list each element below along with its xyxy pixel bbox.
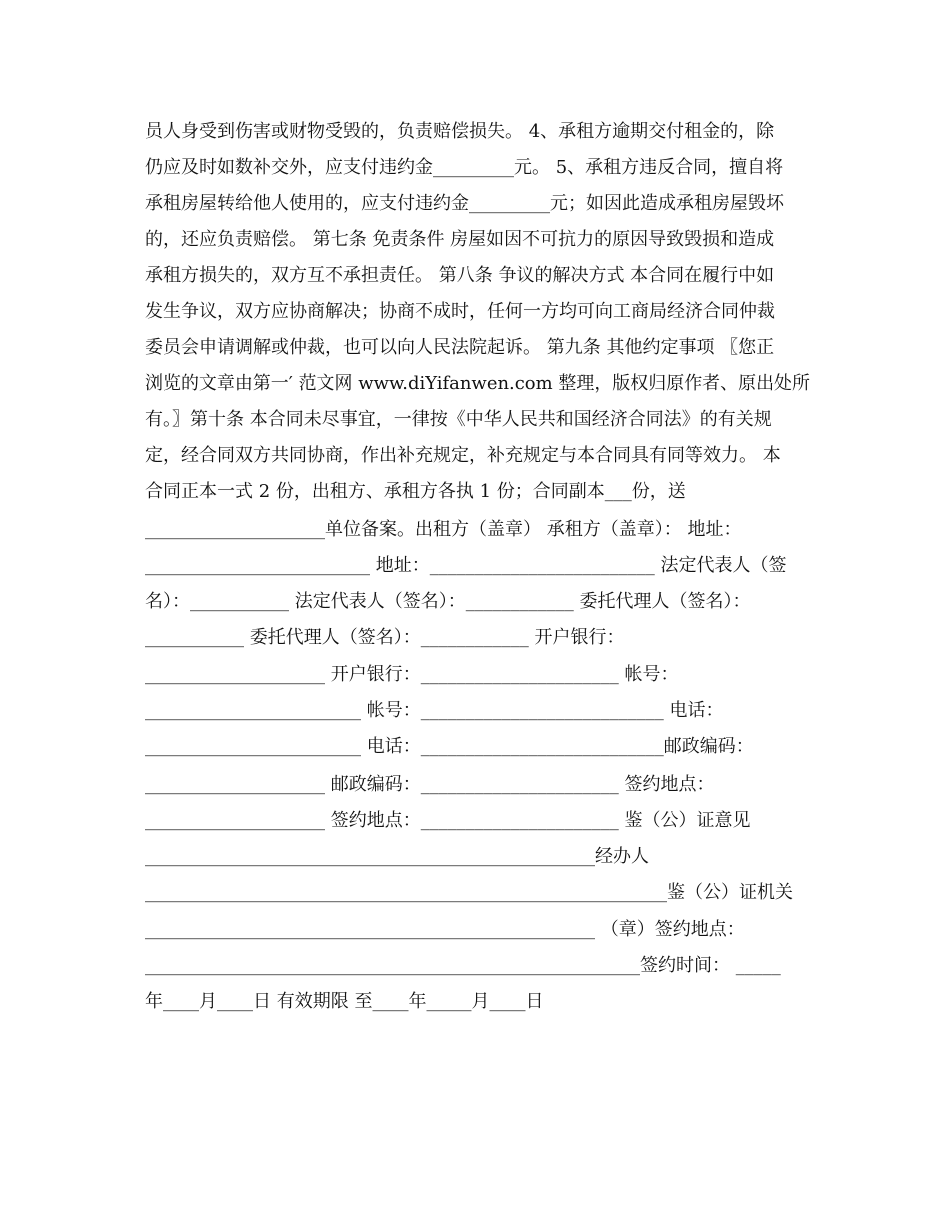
text-line: _______________________________________________________签约时间： _____ — [145, 955, 781, 976]
text-line: 的，还应负责赔偿。 第七条 免责条件 房屋如因不可抗力的原因导致毁损和造成 — [145, 229, 775, 250]
text-line: __________________________________________________________鉴（公）证机关 — [145, 882, 793, 903]
text-line: 名）：___________ 法定代表人（签名）：____________ 委托代理人（签名）： — [145, 591, 751, 612]
text-line: 定，经合同双方共同协商，作出补充规定，补充规定与本合同具有同等效力。 本 — [145, 445, 781, 466]
text-line: ____________________ 邮政编码：______________________ 签约地点： — [145, 774, 715, 795]
text-line: 仍应及时如数补交外，应支付违约金_________元。 5、承租方违反合同，擅自将 — [145, 157, 784, 178]
text-line: 承租方损失的，双方互不承担责任。 第八条 争议的解决方式 本合同在履行中如 — [145, 265, 775, 286]
text-line: __________________________________________________ （章）签约地点： — [145, 919, 745, 940]
text-line: ___________ 委托代理人（签名）：____________ 开户银行： — [145, 627, 625, 648]
text-line: 发生争议，双方应协商解决；协商不成时，任何一方均可向工商局经济合同仲裁 — [145, 301, 775, 322]
text-line: _________________________ 地址：_________________________ 法定代表人（签 — [145, 555, 787, 576]
text-line: 承租房屋转给他人使用的，应支付违约金_________元；如因此造成承租房屋毁坏 — [145, 193, 784, 214]
text-line: __________________________________________________经办人 — [145, 846, 649, 867]
text-line: 合同正本一式 2 份，出租方、承租方各执 1 份；合同副本___份，送 — [145, 481, 686, 502]
text-line: 浏览的文章由第一′ 范文网 www.diYifanwen.com 整理，版权归原作者、原出处所 — [145, 373, 811, 394]
text-line: ________________________ 帐号：___________________________ 电话： — [145, 700, 724, 721]
text-line: ____________________单位备案。出租方（盖章） 承租方（盖章）： 地址： — [145, 519, 742, 540]
text-line: 委员会申请调解或仲裁，也可以向人民法院起诉。 第九条 其他约定事项 〖您正 — [145, 337, 775, 358]
text-line: 年____月____日 有效期限 至____年_____月____日 — [145, 991, 544, 1012]
text-line: ____________________ 开户银行：______________________ 帐号： — [145, 664, 679, 685]
text-line: 员人身受到伤害或财物受毁的，负责赔偿损失。 4、承租方逾期交付租金的，除 — [145, 121, 775, 142]
text-line: ____________________ 签约地点：______________________ 鉴（公）证意见 — [145, 810, 751, 831]
text-line: ________________________ 电话：___________________________邮政编码： — [145, 736, 754, 757]
text-line: 有。〗第十条 本合同未尽事宜，一律按《中华人民共和国经济合同法》的有关规 — [145, 409, 772, 430]
